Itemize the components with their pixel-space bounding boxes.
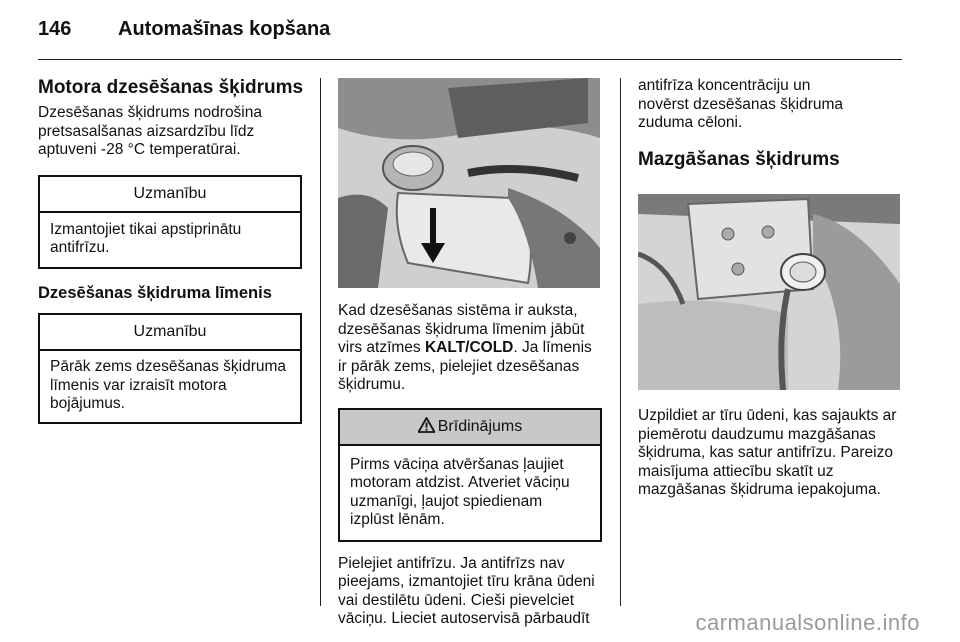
column-3-bottom [638,407,902,500]
running-head: Automašīnas kopšana [118,18,331,40]
column-rule-2 [620,78,621,606]
caution-box-2-text: Pārāk zems dzesēšanas šķidruma līmenis var izraisīt motora bojājumus. [50,358,287,412]
column-rule-1 [320,78,321,606]
caution-box-2-title: Uzmanību [40,315,300,351]
watermark: carmanualsonline.info [695,610,920,635]
column-2 [338,302,608,629]
section-heading-washer-fluid: Mazgāšanas šķidrums [638,148,840,170]
coolant-level-text-b: . Ja līmenis ir pārāk zems, pielejiet dzesēšanas šķidrumu. [338,339,592,393]
warning-triangle-icon [418,412,435,446]
warning-box-text: Pirms vāciņa atvēršanas ļaujiet motoram atdzist. Atveriet vāciņu uzmanīgi, ļaujot spiedienam izplūst lēnām. [350,455,570,528]
subheading-coolant-level: Dzesēšanas šķidruma līmenis [38,283,272,302]
washer-fluid-image [638,194,900,390]
coolant-level-mark: KALT/COLD [424,339,514,356]
caution-box-1-title: Uzmanību [40,177,300,213]
warning-box [338,408,602,542]
caution-box-1 [38,175,302,269]
header-rule [38,59,902,60]
warning-box-header [340,410,600,446]
section-heading-coolant: Motora dzesēšanas šķidrums [38,77,304,98]
coolant-reservoir-image [338,78,600,288]
column-1 [38,77,306,424]
column-3 [638,77,902,171]
coolant-level-text-a: Kad dzesēšanas sistēma ir auksta, dzesēšanas šķidruma līmenim jābūt virs atzīmes [338,302,585,356]
washer-fluid-paragraph: Uzpildiet ar tīru ūdeni, kas sajaukts ar piemērotu daudzumu mazgāšanas šķidruma, kas satur antifrīzu. Pareizo maisījuma attiecību skatīt uz mazgāšanas šķidruma iepakojuma. [638,407,897,498]
washer-fluid-illustration [638,194,900,390]
antifreeze-paragraph-continued: antifrīza koncentrāciju un novērst dzesēšanas šķidruma zuduma cēloni. [638,77,844,131]
page-number: 146 [38,18,72,40]
antifreeze-paragraph: Pielejiet antifrīzu. Ja antifrīzs nav pieejams, izmantojiet tīru krāna ūdeni vai destilētu ūdeni. Cieši pievelciet vāciņu. Lieciet autoservisā pārbaudīt [338,554,595,627]
caution-box-2 [38,313,302,424]
warning-box-title: Brīdinājums [437,417,523,435]
coolant-level-paragraph [338,302,602,395]
coolant-intro: Dzesēšanas šķidrums nodrošina pretsasalšanas aizsardzību līdz aptuveni -28 °C temperatūrai. [38,104,262,158]
caution-box-1-text: Izmantojiet tikai apstiprinātu antifrīzu. [50,220,242,256]
coolant-reservoir-illustration [338,78,600,288]
